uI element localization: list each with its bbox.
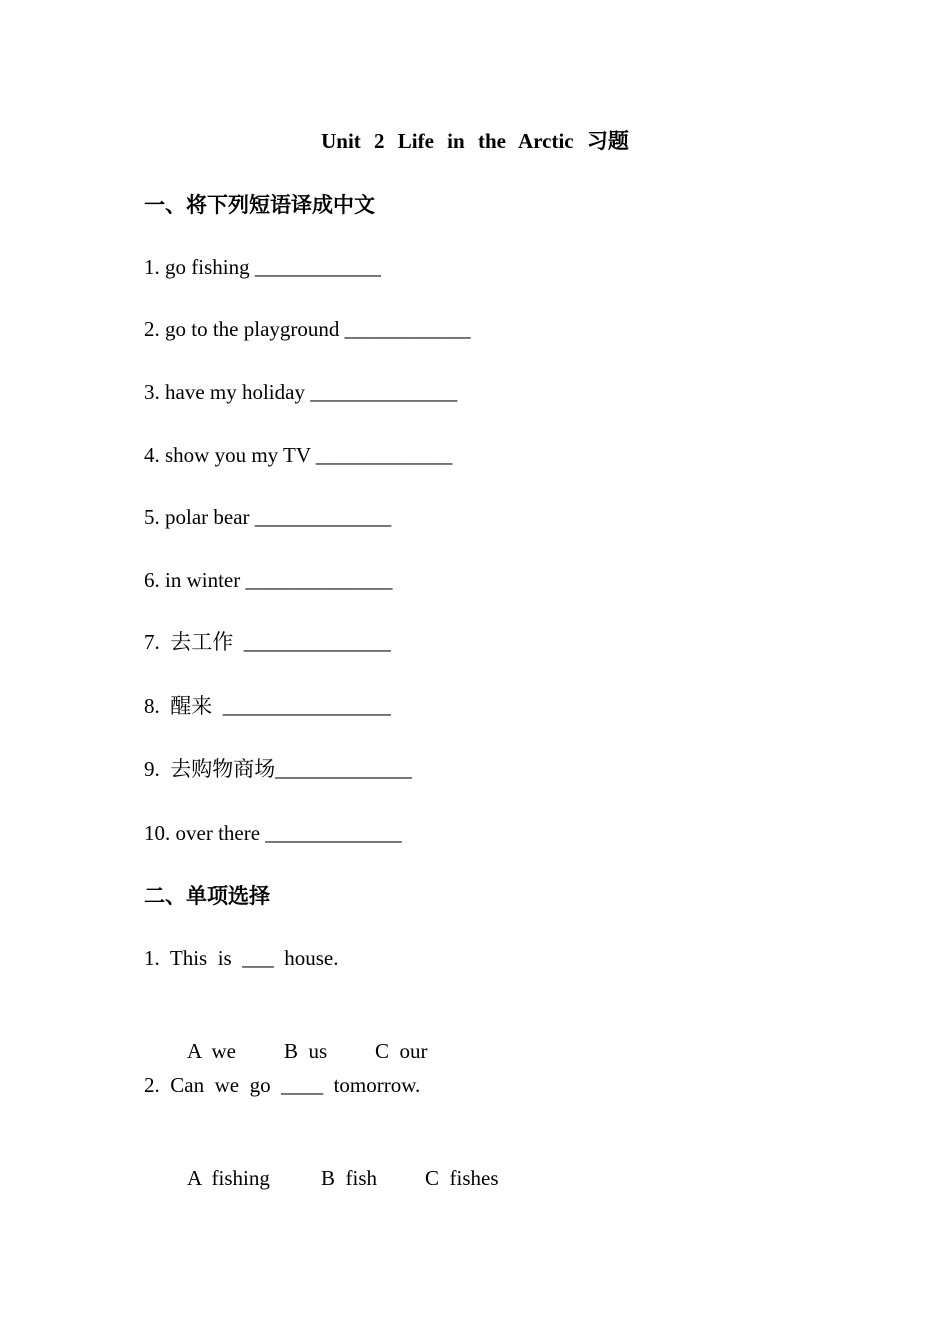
option-b: B fish — [321, 1166, 378, 1190]
translation-item-1: 1. go fishing ____________ — [144, 255, 381, 279]
translation-item-8: 8. 醒来 ________________ — [144, 694, 391, 718]
section-2-heading: 二、单项选择 — [144, 884, 270, 908]
worksheet-title: Unit 2 Life in the Arctic 习题 — [321, 129, 629, 153]
option-c: C fishes — [425, 1166, 499, 1190]
translation-item-6: 6. in winter ______________ — [144, 568, 393, 592]
choice-question-2-options — [166, 1133, 499, 1223]
option-c: C our — [375, 1039, 428, 1063]
translation-item-5: 5. polar bear _____________ — [144, 505, 392, 529]
translation-item-4: 4. show you my TV _____________ — [144, 443, 453, 467]
option-a: A fishing — [187, 1166, 270, 1190]
choice-question-1: 1. This is ___ house. — [144, 946, 339, 970]
translation-item-3: 3. have my holiday ______________ — [144, 380, 458, 404]
option-a: A we — [187, 1039, 236, 1063]
translation-item-2: 2. go to the playground ____________ — [144, 317, 471, 341]
choice-question-2: 2. Can we go ____ tomorrow. — [144, 1073, 421, 1097]
section-1-heading: 一、将下列短语译成中文 — [144, 193, 375, 217]
translation-item-7: 7. 去工作 ______________ — [144, 630, 391, 654]
option-b: B us — [284, 1039, 328, 1063]
translation-item-9: 9. 去购物商场_____________ — [144, 757, 412, 781]
translation-item-10: 10. over there _____________ — [144, 821, 402, 845]
